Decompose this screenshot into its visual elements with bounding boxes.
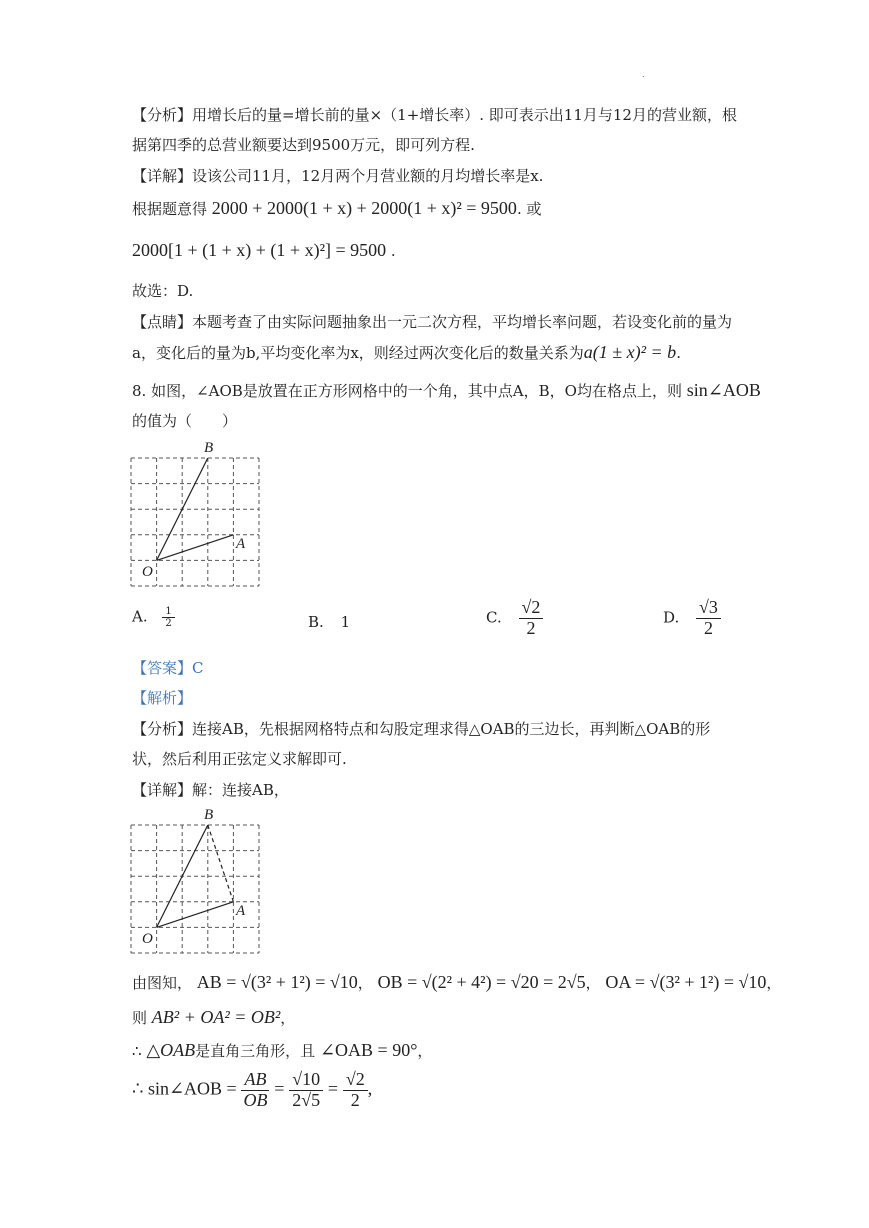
p4b-line [132, 342, 681, 363]
analysis-tag: 【解析】 [132, 689, 193, 707]
eq-ab-length: AB = √(3² + 1²) = √10 [196, 972, 358, 992]
label-o-2: O [142, 931, 153, 947]
tag-analysis-2: 【分析】 [132, 720, 193, 738]
answer-tag: 【答案】 [132, 659, 193, 677]
option-d-letter: D. [663, 608, 680, 627]
frac2-num: √10 [289, 1070, 323, 1091]
grid-figure-2 [128, 803, 268, 959]
sep-2: ， [585, 974, 601, 992]
a4-end: ， [280, 1009, 296, 1027]
label-a-2: A [236, 903, 246, 919]
a1-text: 连接AB，先根据网格特点和勾股定理求得△OAB的三边长，再判断△OAB的形 [192, 720, 711, 738]
equation-1: 2000 + 2000(1 + x) + 2000(1 + x)² = 9500 [211, 198, 517, 218]
option-c-den: 2 [526, 617, 536, 638]
option-b-letter: B. [308, 613, 324, 631]
fraction-root10 [289, 1070, 323, 1111]
frac1-num: AB [241, 1070, 269, 1091]
p2-text: 设该公司11月，12月两个月营业额的月均增长率是x. [192, 167, 544, 185]
option-c-letter: C. [486, 608, 502, 627]
option-c-num: √2 [519, 598, 544, 619]
a5-text: 是直角三角形，且 [195, 1042, 316, 1060]
p3-suffix: . 或 [516, 200, 542, 218]
frac2-den: 2√5 [292, 1089, 321, 1110]
option-a-num: 1 [162, 606, 174, 618]
option-b[interactable] [308, 613, 350, 631]
eq2-suffix: . [386, 242, 396, 260]
option-d-den: 2 [703, 617, 713, 638]
option-d[interactable] [663, 598, 721, 639]
a6-line: ∴ sin∠AOB = $\frac{AB}{OB}$ = $\frac{√10}{2√5}$ = $\frac{√2}{2}$ , [132, 1069, 373, 1110]
a4-prefix: 则 [132, 1009, 148, 1027]
q8-text: 8. 如图，∠AOB是放置在正方形网格中的一个角，其中点A，B，O均在格点上，则 [132, 382, 682, 400]
p1-line [132, 104, 737, 125]
q8-line [132, 380, 761, 401]
option-c-fraction [519, 598, 544, 639]
sin-expression: ∴ sin∠AOB = [132, 1078, 237, 1099]
option-d-num: √3 [696, 598, 721, 619]
a1b-line: 状，然后利用正弦定义求解即可. [132, 750, 347, 768]
frac3-den: 2 [350, 1089, 360, 1110]
p4-text: 本题考查了由实际问题抽象出一元二次方程，平均增长率问题，若设变化前的量为 [192, 313, 733, 331]
p3-line [132, 198, 541, 219]
p1b-line: 据第四季的总营业额要达到9500万元，即可列方程. [132, 136, 475, 154]
option-a-fraction [162, 606, 174, 629]
frac1-den: OB [243, 1089, 268, 1110]
a1-line [132, 718, 710, 739]
q8-equation: sin∠AOB [686, 380, 761, 400]
p4-line [132, 311, 732, 332]
segment-ab-dashed [208, 825, 234, 902]
eq-oa-length: OA = √(3² + 1²) = √10 [605, 972, 767, 992]
a2-text: 解：连接AB， [192, 781, 289, 799]
eq-right-angle: ∠OAB = 90° [319, 1040, 418, 1060]
tag-analysis-1: 【分析】 [132, 106, 193, 124]
a6-end: , [367, 1078, 373, 1099]
fraction-ab-ob [241, 1070, 269, 1111]
label-b-2: B [204, 807, 214, 823]
q8b-line: 的值为（ ） [132, 412, 238, 430]
a5-end: ， [417, 1042, 433, 1060]
sep-3: ， [766, 974, 782, 992]
eq-pythagoras: AB² + OA² = OB² [151, 1007, 281, 1027]
option-b-value: 1 [340, 613, 351, 631]
option-a-den: 2 [165, 618, 172, 629]
triangle-oab: △OAB [146, 1040, 196, 1060]
option-a-letter: A. [132, 607, 148, 626]
tag-detail-2: 【详解】 [132, 781, 193, 799]
p1-text: 用增长后的量=增长前的量×（1+增长率）. 即可表示出11月与12月的营业额，根 [192, 106, 737, 124]
answer-line [132, 657, 204, 678]
label-o: O [142, 564, 153, 580]
answer-value: C [192, 659, 204, 677]
header-dot: . [642, 70, 645, 79]
label-a: A [236, 536, 246, 552]
tag-comment: 【点睛】 [132, 313, 193, 331]
p3-prefix: 根据题意得 [132, 200, 208, 218]
option-a[interactable] [132, 606, 175, 629]
option-d-fraction [696, 598, 721, 639]
p3b-line [132, 240, 396, 261]
choose-line: 故选：D. [132, 282, 194, 300]
p2-line [132, 165, 543, 186]
p4b-text: a，变化后的量为b,平均变化率为x，则经过两次变化后的数量关系为 [132, 344, 584, 362]
a3-line [132, 972, 781, 993]
therefore-symbol: ∴ [132, 1042, 142, 1060]
tag-detail-1: 【详解】 [132, 167, 193, 185]
equation-2: 2000[1 + (1 + x) + (1 + x)²] = 9500 [132, 240, 387, 260]
option-c[interactable] [486, 598, 543, 639]
sep-1: ， [357, 974, 373, 992]
a2-line [132, 779, 289, 800]
label-b: B [204, 440, 214, 456]
frac3-num: √2 [343, 1070, 368, 1091]
a5-line [132, 1040, 432, 1061]
p4b-equation: a(1 ± x)² = b [583, 342, 677, 362]
grid-figure-1 [128, 436, 268, 592]
a4-line [132, 1007, 295, 1028]
eq-ob-length: OB = √(2² + 4²) = √20 = 2√5 [377, 972, 586, 992]
a3-prefix: 由图知， [132, 974, 193, 992]
p4b-end: . [676, 344, 681, 362]
fraction-root2 [343, 1070, 368, 1111]
